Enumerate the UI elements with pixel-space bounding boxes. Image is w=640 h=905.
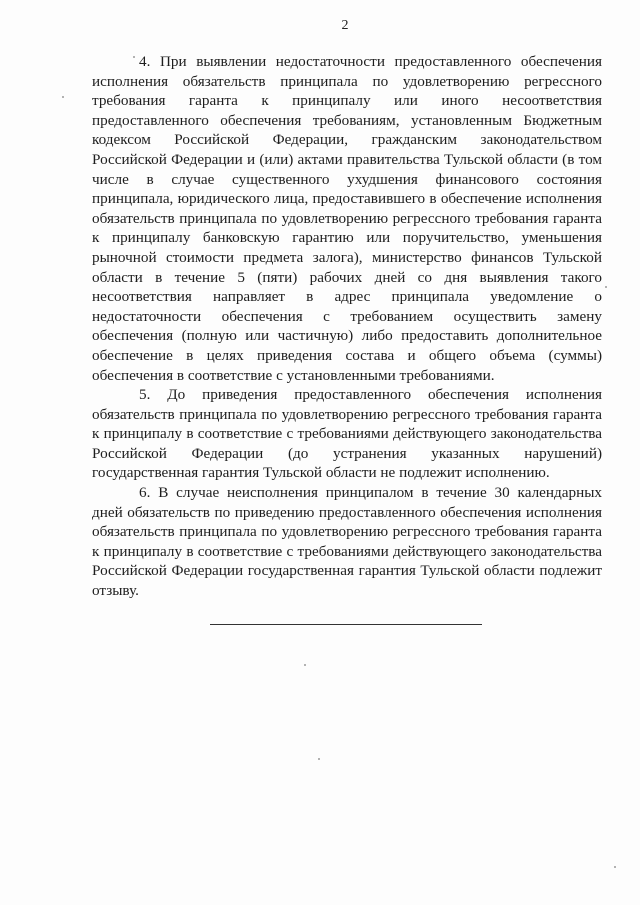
paragraph-6: 6. В случае неисполнения принципалом в течение 30 календарных дней обязательств по приведению предоставленного обеспечения исполнения обязательств принципала по удовлетворению регрессного требования гаранта к принципалу в соответствие с требованиями действующего законодательства Российской Федерации государственная гарантия Тульской области подлежит отзыву. <box>92 484 602 600</box>
scan-speck <box>304 664 306 666</box>
scan-speck <box>62 96 64 98</box>
page-number: 2 <box>341 18 349 33</box>
end-divider-line <box>210 624 482 625</box>
scan-speck <box>133 56 135 58</box>
scan-speck <box>605 286 607 288</box>
scan-speck <box>318 758 320 760</box>
scan-speck <box>614 866 616 868</box>
paragraph-5: 5. До приведения предоставленного обеспечения исполнения обязательств принципала по удовлетворению регрессного требования гаранта к принципалу в соответствие с требованиями действующего законодательства Российской Федерации (до устранения указанных нарушений) государственная гарантия Тульской области не подлежит исполнению. <box>92 386 602 482</box>
document-body <box>92 52 602 601</box>
paragraph-4: 4. При выявлении недостаточности предоставленного обеспечения исполнения обязательств принципала по удовлетворению регрессного требования гаранта к принципалу или иного несоответствия предоставленного обеспечения требованиям, установленным Бюджетным кодексом Российской Федерации, гражданским законодательством Российской Федерации и (или) актами правительства Тульской области (в том числе в случае существенного ухудшения финансового состояния принципала, юридического лица, предоставившего в обеспечение исполнения обязательств принципала по удовлетворению регрессного требования гаранта к принципалу банковскую гарантию или поручительство, уменьшения рыночной стоимости предмета залога), министерство финансов Тульской области в течение 5 (пяти) рабочих дней со дня выявления такого несоответствия направляет в адрес принципала уведомление о недостаточности обеспечения с требованием осуществить замену обеспечения (полную или частичную) либо предоставить дополнительное обеспечение в целях приведения состава и общего объема (суммы) обеспечения в соответствие с установленными требованиями. <box>92 53 602 384</box>
